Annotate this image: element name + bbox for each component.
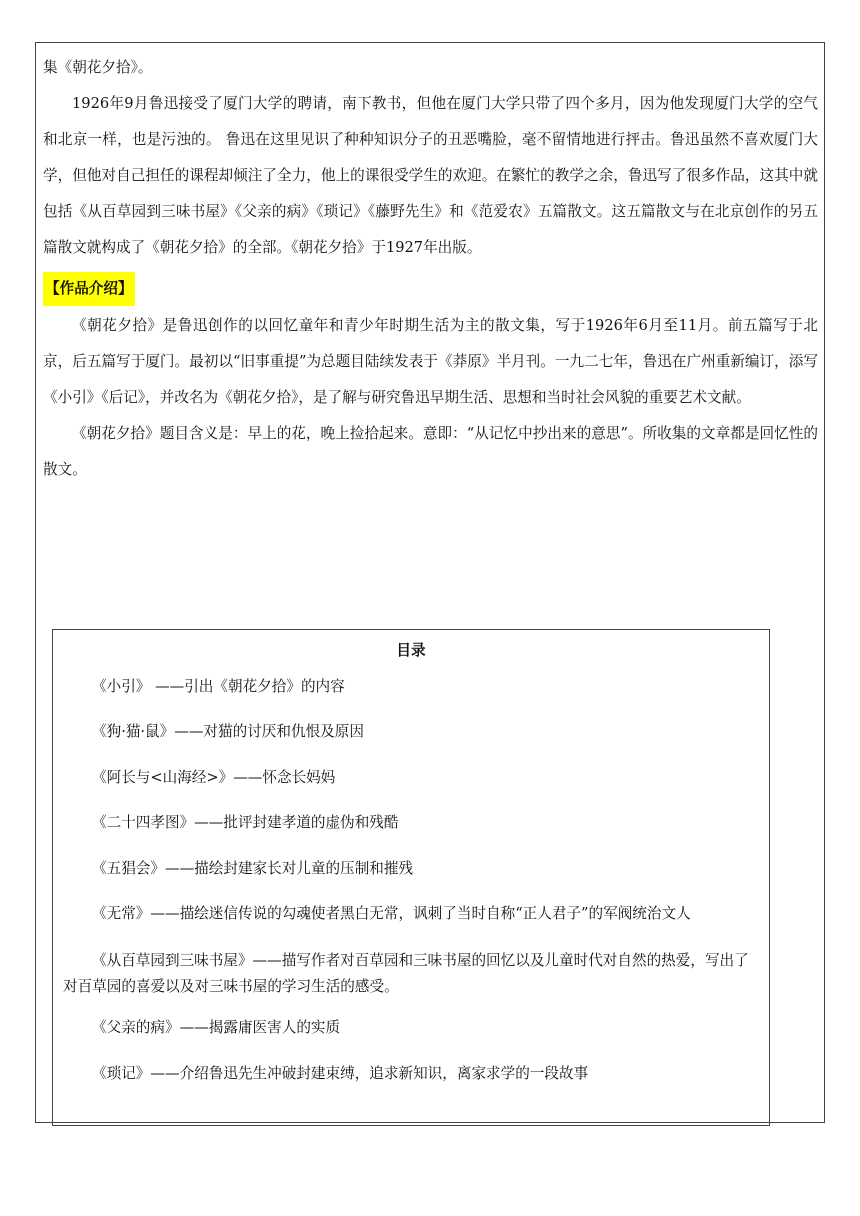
toc-item: 《琐记》——介绍鲁迅先生冲破封建束缚，追求新知识，离家求学的一段故事 bbox=[92, 1064, 589, 1082]
paragraph-continuation: 集《朝花夕拾》。 bbox=[43, 59, 153, 76]
toc-list bbox=[63, 676, 759, 1086]
paragraph-intro: 《朝花夕拾》是鲁迅创作的以回忆童年和青少年时期生活为主的散文集，写于1926年6月至11月。前五篇写于北京，后五篇写于厦门。最初以“旧事重提”为总题目陆续发表于《莽原》半月刊。一九二七年，鲁迅在广州重新编订，添写《小引》《后记》，并改名为《朝花夕拾》，是了解与研究鲁迅早期生活、思想和当时社会风貌的重要艺术文献。 bbox=[43, 317, 818, 406]
document-body bbox=[43, 50, 818, 488]
toc-item: 《二十四孝图》——批评封建孝道的虚伪和残酷 bbox=[92, 814, 399, 832]
toc-item: 《从百草园到三味书屋》——描写作者对百草园和三味书屋的回忆以及儿童时代对自然的热爱，写出了对百草园的喜爱以及对三味书屋的学习生活的感受。 bbox=[63, 952, 749, 996]
paragraph-title-meaning: 《朝花夕拾》题目含义是：早上的花，晚上捡拾起来。意即：“从记忆中抄出来的意思”。所收集的文章都是回忆性的散文。 bbox=[43, 425, 818, 478]
toc-item: 《五猖会》——描绘封建家长对儿童的压制和摧残 bbox=[92, 859, 414, 877]
toc-item: 《父亲的病》——揭露庸医害人的实质 bbox=[92, 1019, 341, 1037]
section-heading-wrap bbox=[43, 272, 818, 306]
toc-item: 《狗·猫·鼠》——对猫的讨厌和仇恨及原因 bbox=[92, 723, 364, 741]
paragraph-xiamen: 1926年9月鲁迅接受了厦门大学的聘请，南下教书，但他在厦门大学只带了四个多月，因为他发现厦门大学的空气和北京一样，也是污浊的。 鲁迅在这里见识了种种知识分子的丑恶嘴脸，毫不留情地进行抨击。鲁迅虽然不喜欢厦门大学，但他对自己担任的课程却倾注了全力，他上的课很受学生的欢迎。在繁忙的教学之余，鲁迅写了很多作品，这其中就包括《从百草园到三味书屋》《父亲的病》《琐记》《藤野先生》和《范爱农》五篇散文。这五篇散文与在北京创作的另五篇散文就构成了《朝花夕拾》的全部。《朝花夕拾》于1927年出版。 bbox=[43, 95, 818, 256]
toc-item: 《无常》——描绘迷信传说的勾魂使者黑白无常，讽刺了当时自称“正人君子”的军阀统治文人 bbox=[92, 905, 691, 923]
toc-item: 《小引》 ——引出《朝花夕拾》的内容 bbox=[92, 678, 345, 695]
toc-title: 目录 bbox=[396, 642, 426, 659]
toc-item: 《阿长与<山海经>》——怀念长妈妈 bbox=[92, 768, 336, 786]
section-heading: 【作品介绍】 bbox=[43, 272, 135, 306]
table-of-contents bbox=[52, 629, 770, 1126]
